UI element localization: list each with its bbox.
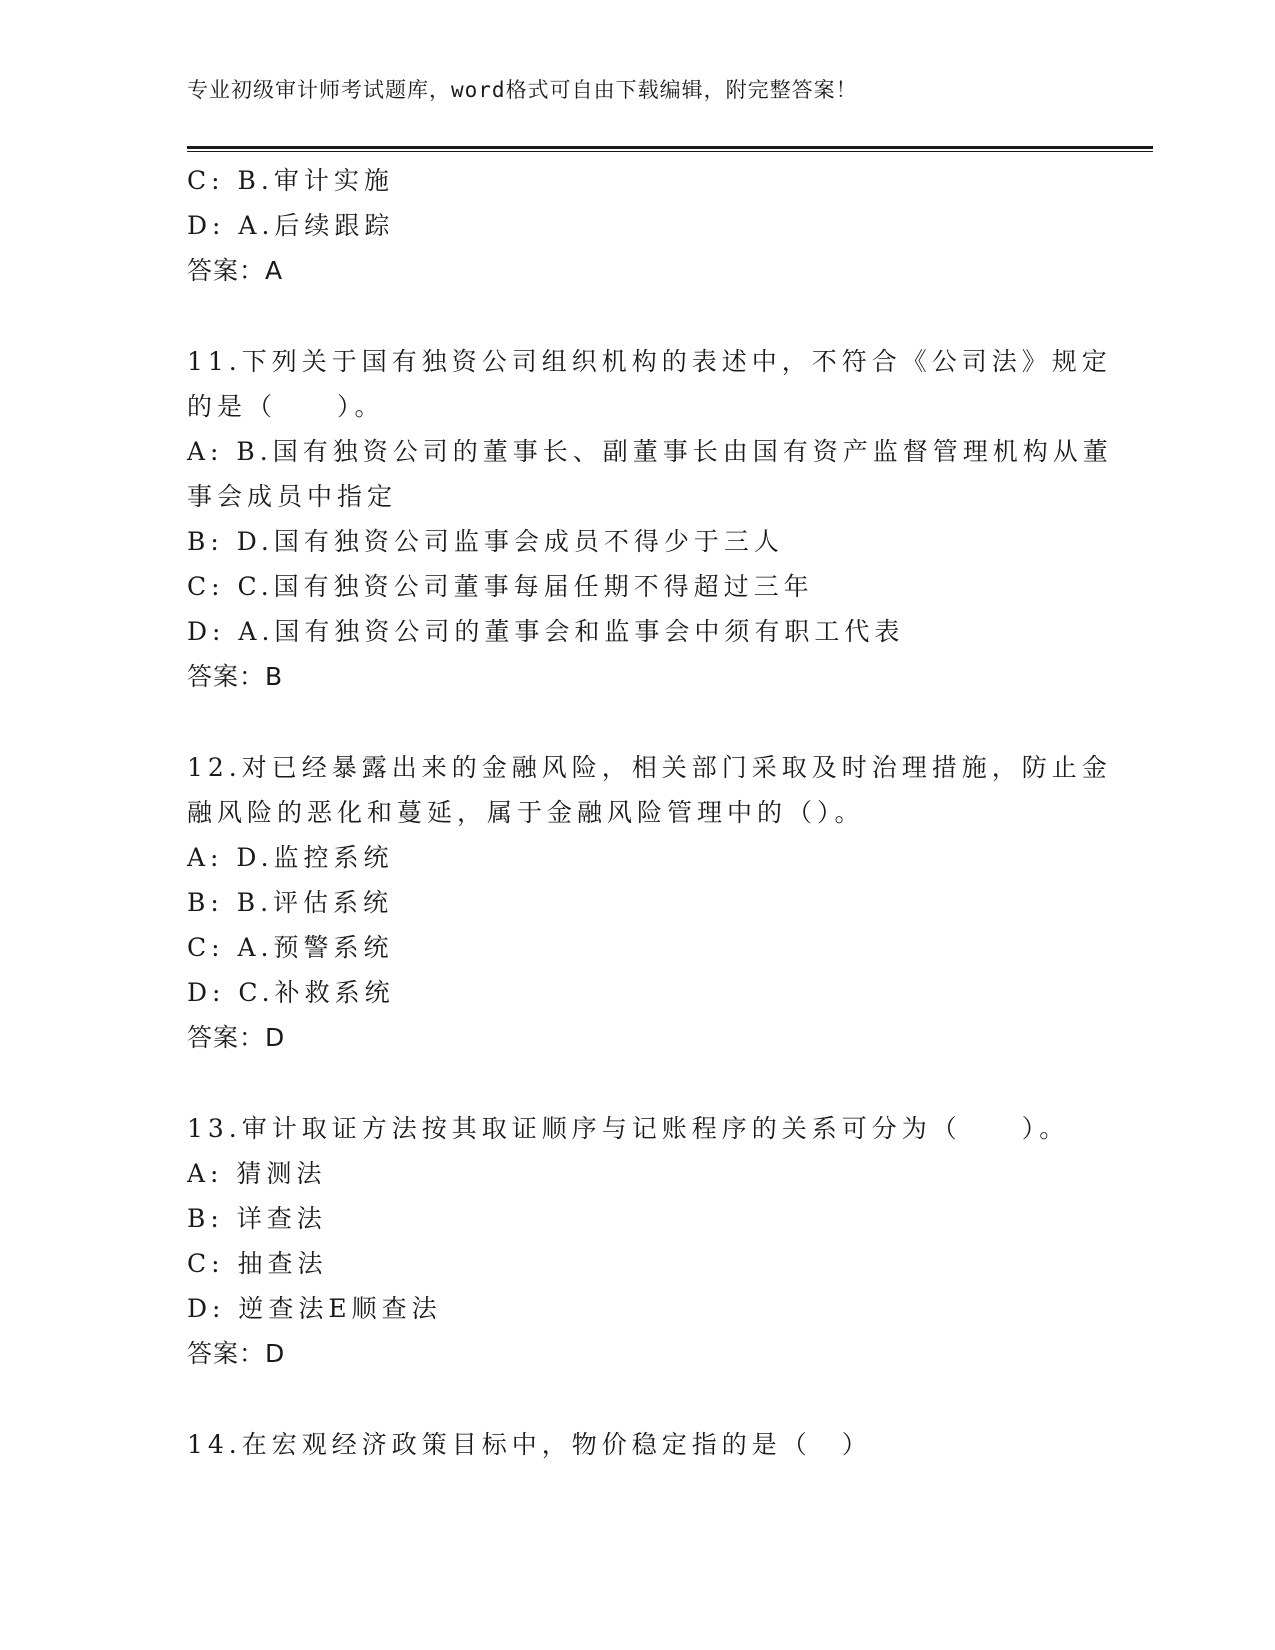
option-a-continuation: 事会成员中指定 (187, 482, 398, 511)
option-a: A: D.监控系统 (187, 843, 394, 872)
question-13 (187, 1106, 1077, 1376)
option-a: A: 猜测法 (187, 1159, 327, 1188)
spacer (187, 1376, 1077, 1422)
option-b: B: B.评估系统 (187, 888, 394, 917)
spacer (187, 293, 1077, 339)
question-stem-line: 融风险的恶化和蔓延，属于金融风险管理中的（）。 (187, 798, 865, 827)
answer-line: 答案：D (187, 1023, 286, 1052)
option-c: C: B.审计实施 (187, 166, 394, 195)
option-b: B: D.国有独资公司监事会成员不得少于三人 (187, 527, 784, 556)
answer-line: 答案：B (187, 662, 284, 691)
spacer (187, 699, 1077, 745)
question-12 (187, 745, 1112, 1060)
option-b: B: 详查法 (187, 1204, 327, 1233)
question-11 (187, 339, 1113, 699)
option-c: C: A.预警系统 (187, 933, 394, 962)
question-14 (187, 1422, 1077, 1467)
option-c: C: C.国有独资公司董事每届任期不得超过三年 (187, 572, 814, 601)
spacer (187, 1060, 1077, 1106)
option-d: D: 逆查法E顺查法 (187, 1294, 442, 1323)
option-d: D: A.国有独资公司的董事会和监事会中须有职工代表 (187, 617, 905, 646)
option-a: A: B.国有独资公司的董事长、副董事长由国有资产监督管理机构从董 (187, 437, 1113, 466)
header-divider-thick (187, 146, 1153, 149)
question-stem-line: 的是（ ）。 (187, 392, 385, 421)
question-stem-line: 12.对已经暴露出来的金融风险，相关部门采取及时治理措施，防止金 (187, 753, 1112, 782)
question-stem-line: 14.在宏观经济政策目标中，物价稳定指的是（ ） (187, 1430, 872, 1459)
question-10-continuation (187, 158, 1077, 293)
option-d: D: C.补救系统 (187, 978, 395, 1007)
header-divider-thin (187, 151, 1153, 152)
answer-line: 答案：D (187, 1339, 286, 1368)
question-stem-line: 13.审计取证方法按其取证顺序与记账程序的关系可分为（ ）。 (187, 1114, 1070, 1143)
answer-line: 答案：A (187, 256, 284, 285)
option-d: D: A.后续跟踪 (187, 211, 395, 240)
page-header: 专业初级审计师考试题库，word格式可自由下载编辑，附完整答案！ (187, 78, 858, 102)
option-c: C: 抽查法 (187, 1249, 328, 1278)
question-content (187, 158, 1113, 1467)
question-stem-line: 11.下列关于国有独资公司组织机构的表述中，不符合《公司法》规定 (187, 347, 1112, 376)
